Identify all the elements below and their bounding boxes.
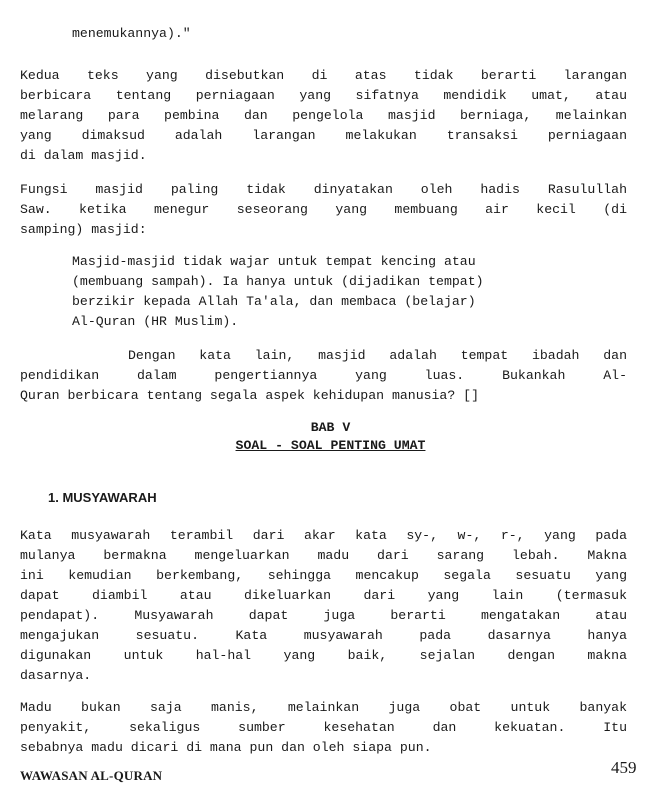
- paragraph-line: yang dimaksud adalah larangan melakukan transaksi perniagaan: [20, 128, 627, 143]
- paragraph-line: mulanya bermakna mengeluarkan madu dari sarang lebah. Makna: [20, 548, 627, 563]
- quote-line: Masjid-masjid tidak wajar untuk tempat kencing atau: [72, 254, 476, 269]
- paragraph-line: penyakit, sekaligus sumber kesehatan dan kekuatan. Itu: [20, 720, 627, 735]
- paragraph-line: pendidikan dalam pengertiannya yang luas. Bukankah Al-: [20, 368, 627, 383]
- paragraph-line: sebabnya madu dicari di mana pun dan oleh siapa pun.: [20, 740, 432, 755]
- paragraph-line: Quran berbicara tentang segala aspek kehidupan manusia? []: [20, 388, 479, 403]
- page-number: 459: [611, 758, 637, 777]
- quote-line: Al-Quran (HR Muslim).: [72, 314, 239, 329]
- section-heading: 1. MUSYAWARAH: [48, 490, 157, 505]
- paragraph-line: dasarnya.: [20, 668, 92, 683]
- continuation-line: menemukannya).": [72, 26, 191, 41]
- chapter-title-wrap: [0, 436, 661, 456]
- paragraph-line: berbicara tentang perniagaan yang sifatnya mendidik umat, atau: [20, 88, 627, 103]
- paragraph-line: Kedua teks yang disebutkan di atas tidak berarti larangan: [20, 68, 627, 83]
- paragraph-line: ini kemudian berkembang, sehingga mencakup segala sesuatu yang: [20, 568, 627, 583]
- paragraph-line: pendapat). Musyawarah dapat juga berarti mengatakan atau: [20, 608, 627, 623]
- chapter-title: SOAL - SOAL PENTING UMAT: [235, 438, 426, 453]
- paragraph-line: mengajukan sesuatu. Kata musyawarah pada dasarnya hanya: [20, 628, 627, 643]
- paragraph-line: digunakan untuk hal-hal yang baik, sejalan dengan makna: [20, 648, 627, 663]
- paragraph-line: Kata musyawarah terambil dari akar kata sy-, w-, r-, yang pada: [20, 528, 627, 543]
- paragraph-line: Dengan kata lain, masjid adalah tempat ibadah dan: [128, 348, 627, 363]
- paragraph-line: melarang para pembina dan pengelola masjid berniaga, melainkan: [20, 108, 627, 123]
- paragraph-line: Fungsi masjid paling tidak dinyatakan oleh hadis Rasulullah: [20, 182, 627, 197]
- paragraph-line: samping) masjid:: [20, 222, 147, 237]
- paragraph-line: Madu bukan saja manis, melainkan juga obat untuk banyak: [20, 700, 627, 715]
- book-title-footer: WAWASAN AL-QURAN: [20, 768, 163, 783]
- paragraph-line: dapat diambil atau dikeluarkan dari yang lain (termasuk: [20, 588, 627, 603]
- quote-line: berzikir kepada Allah Ta'ala, dan membaca (belajar): [72, 294, 476, 309]
- quote-line: (membuang sampah). Ia hanya untuk (dijadikan tempat): [72, 274, 484, 289]
- paragraph-line: Saw. ketika menegur seseorang yang membuang air kecil (di: [20, 202, 627, 217]
- paragraph-line: di dalam masjid.: [20, 148, 147, 163]
- chapter-label: BAB V: [310, 420, 351, 435]
